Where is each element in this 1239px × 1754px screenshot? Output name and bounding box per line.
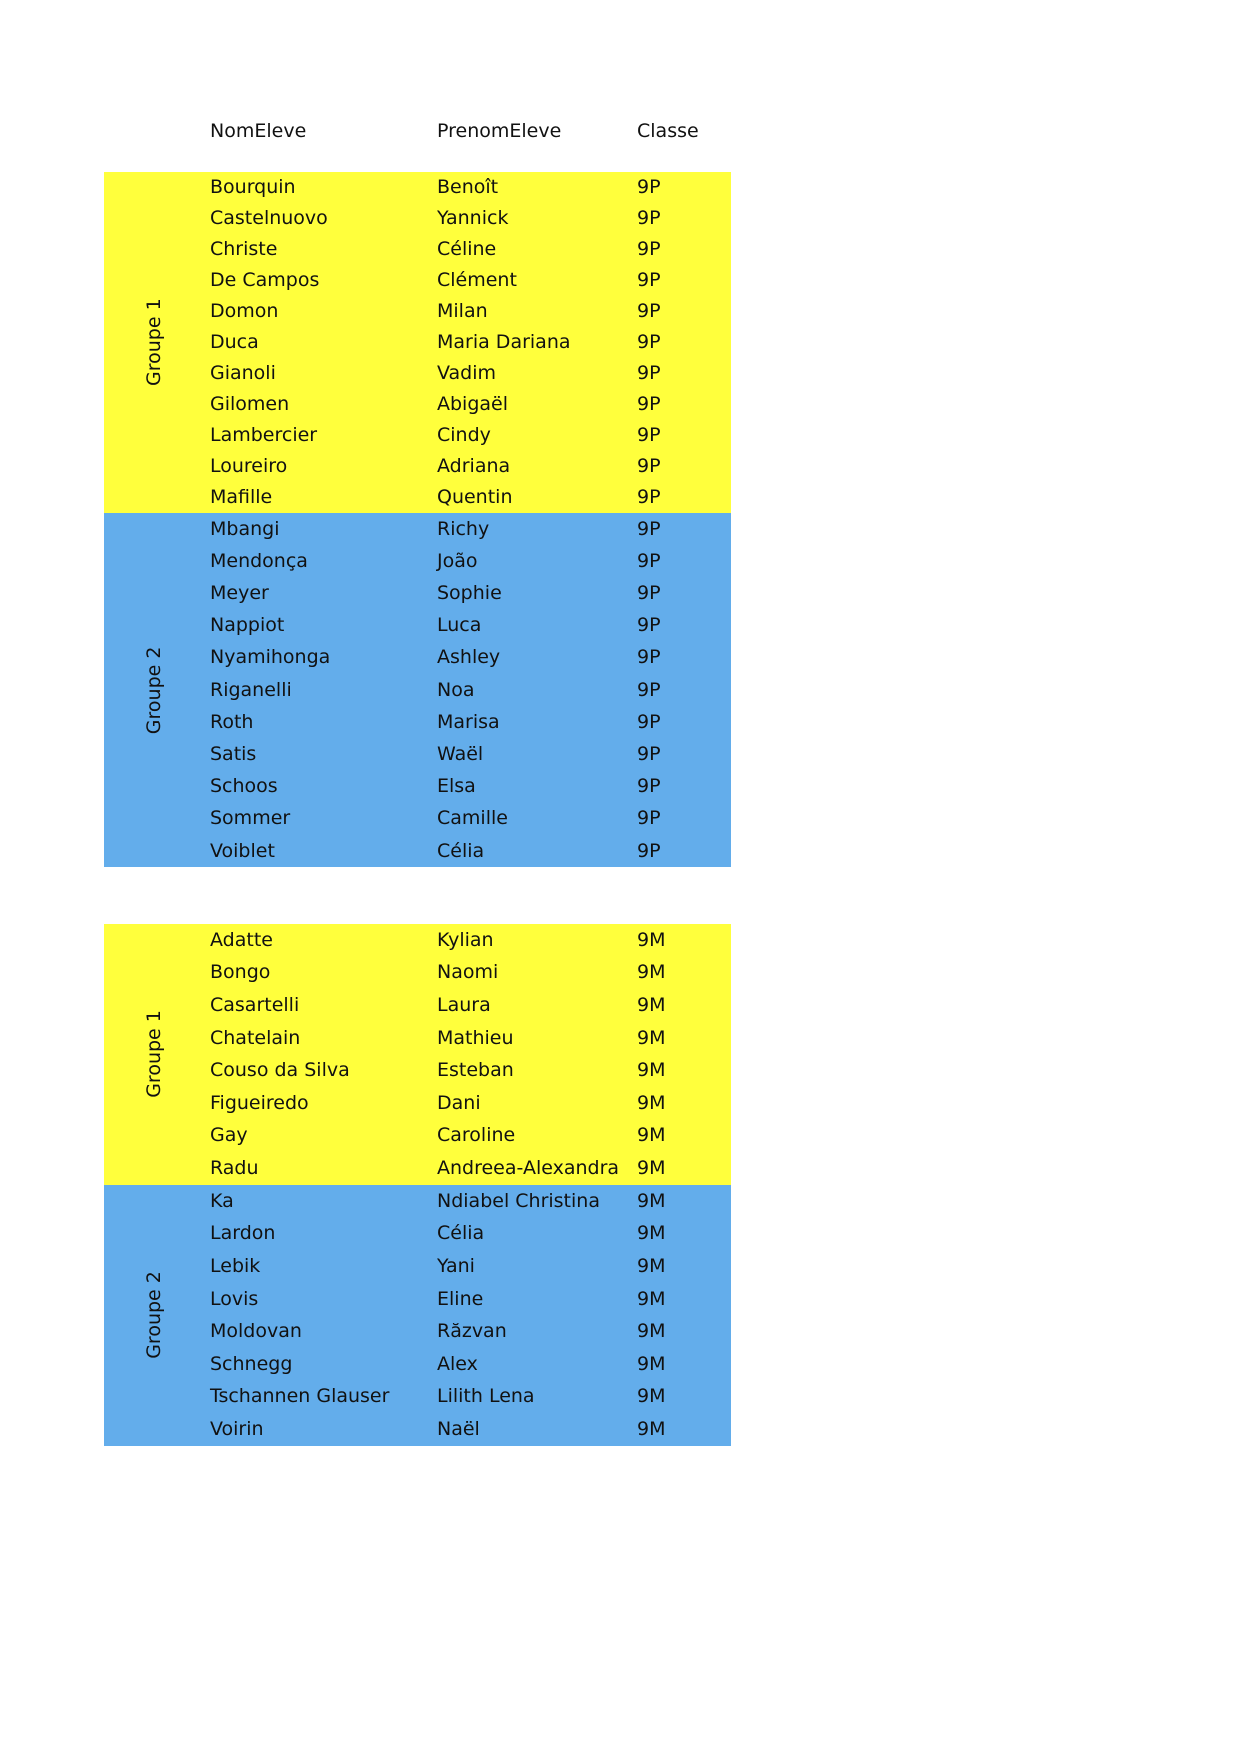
- cell-nom-eleve: Gay: [210, 1124, 248, 1147]
- cell-classe: 9M: [637, 961, 666, 984]
- cell-prenom-eleve: Céline: [437, 238, 497, 260]
- cell-nom-eleve: Couso da Silva: [210, 1059, 350, 1082]
- cell-nom-eleve: Nyamihonga: [210, 646, 331, 669]
- cell-classe: 9M: [637, 1157, 666, 1179]
- cell-prenom-eleve: Adriana: [437, 455, 511, 477]
- cell-classe: 9P: [637, 393, 661, 415]
- cell-prenom-eleve: Sophie: [437, 582, 502, 604]
- cell-prenom-eleve: Maria Dariana: [437, 331, 571, 353]
- cell-classe: 9P: [637, 710, 661, 733]
- cell-classe: 9P: [637, 362, 661, 384]
- cell-classe: 9M: [637, 1352, 666, 1375]
- header-classe: Classe: [637, 120, 699, 142]
- cell-nom-eleve: Lambercier: [210, 424, 318, 446]
- cell-classe: 9P: [637, 207, 661, 229]
- cell-prenom-eleve: Richy: [437, 517, 490, 540]
- header-prenom-eleve: PrenomEleve: [437, 120, 562, 142]
- cell-classe: 9P: [637, 775, 661, 798]
- cell-classe: 9M: [637, 1091, 666, 1114]
- cell-classe: 9P: [637, 839, 661, 862]
- cell-prenom-eleve: Yannick: [437, 207, 509, 229]
- cell-classe: 9P: [637, 517, 661, 540]
- cell-classe: 9M: [637, 1222, 666, 1245]
- cell-prenom-eleve: Alex: [437, 1352, 478, 1375]
- cell-classe: 9P: [637, 582, 661, 604]
- cell-nom-eleve: Roth: [210, 710, 254, 733]
- cell-prenom-eleve: Laura: [437, 994, 491, 1016]
- cell-nom-eleve: Lovis: [210, 1287, 259, 1310]
- cell-prenom-eleve: Vadim: [437, 362, 497, 384]
- group-label: Groupe 2: [143, 646, 165, 734]
- cell-nom-eleve: Schoos: [210, 775, 278, 798]
- cell-nom-eleve: Tschannen Glauser: [210, 1385, 390, 1408]
- cell-prenom-eleve: Naomi: [437, 961, 499, 984]
- cell-classe: 9P: [637, 807, 661, 830]
- cell-nom-eleve: De Campos: [210, 269, 320, 291]
- cell-nom-eleve: Lebik: [210, 1255, 261, 1277]
- group-label: Groupe 1: [143, 298, 165, 387]
- cell-nom-eleve: Domon: [210, 300, 279, 322]
- cell-prenom-eleve: Clément: [437, 269, 517, 291]
- cell-classe: 9M: [637, 1320, 666, 1343]
- cell-nom-eleve: Satis: [210, 743, 257, 765]
- cell-nom-eleve: Christe: [210, 238, 278, 260]
- cell-nom-eleve: Casartelli: [210, 994, 300, 1016]
- cell-nom-eleve: Moldovan: [210, 1320, 302, 1343]
- cell-prenom-eleve: Elsa: [437, 775, 476, 798]
- cell-nom-eleve: Figueiredo: [210, 1091, 309, 1114]
- cell-prenom-eleve: Eline: [437, 1287, 484, 1310]
- cell-classe: 9M: [637, 1418, 666, 1440]
- cell-nom-eleve: Bourquin: [210, 176, 296, 198]
- cell-classe: 9P: [637, 614, 661, 637]
- group-label: Groupe 2: [143, 1271, 165, 1360]
- cell-nom-eleve: Nappiot: [210, 614, 285, 637]
- cell-classe: 9M: [637, 1385, 666, 1408]
- cell-nom-eleve: Voirin: [210, 1418, 264, 1440]
- cell-classe: 9P: [637, 176, 661, 198]
- cell-classe: 9P: [637, 331, 661, 353]
- cell-prenom-eleve: Benoît: [437, 176, 499, 198]
- cell-nom-eleve: Loureiro: [210, 455, 288, 477]
- cell-prenom-eleve: João: [437, 549, 478, 572]
- cell-prenom-eleve: Noa: [437, 678, 475, 701]
- cell-classe: 9P: [637, 549, 661, 572]
- cell-nom-eleve: Gianoli: [210, 362, 276, 384]
- cell-nom-eleve: Castelnuovo: [210, 207, 328, 229]
- cell-prenom-eleve: Quentin: [437, 486, 513, 508]
- cell-nom-eleve: Mafille: [210, 486, 273, 508]
- cell-prenom-eleve: Andreea-Alexandra: [437, 1157, 620, 1179]
- cell-classe: 9M: [637, 1255, 666, 1277]
- cell-classe: 9P: [637, 238, 661, 260]
- cell-classe: 9M: [637, 1059, 666, 1082]
- cell-nom-eleve: Sommer: [210, 807, 291, 830]
- cell-prenom-eleve: Camille: [437, 807, 508, 830]
- cell-prenom-eleve: Răzvan: [437, 1320, 507, 1343]
- cell-classe: 9M: [637, 994, 666, 1016]
- cell-classe: 9M: [637, 1026, 666, 1049]
- cell-nom-eleve: Gilomen: [210, 393, 290, 415]
- group-label: Groupe 1: [143, 1010, 165, 1099]
- cell-nom-eleve: Lardon: [210, 1222, 276, 1245]
- cell-nom-eleve: Ka: [210, 1189, 234, 1212]
- cell-prenom-eleve: Lilith Lena: [437, 1385, 535, 1408]
- cell-classe: 9P: [637, 424, 661, 446]
- cell-classe: 9P: [637, 269, 661, 291]
- cell-classe: 9P: [637, 743, 661, 765]
- cell-classe: 9M: [637, 928, 666, 951]
- cell-classe: 9P: [637, 300, 661, 322]
- cell-classe: 9P: [637, 678, 661, 701]
- cell-nom-eleve: Mbangi: [210, 517, 280, 540]
- cell-prenom-eleve: Naël: [437, 1418, 480, 1440]
- cell-prenom-eleve: Yani: [437, 1255, 475, 1277]
- cell-prenom-eleve: Mathieu: [437, 1026, 514, 1049]
- cell-prenom-eleve: Abigaël: [437, 393, 509, 415]
- cell-prenom-eleve: Célia: [437, 839, 485, 862]
- cell-nom-eleve: Meyer: [210, 582, 269, 604]
- cell-classe: 9M: [637, 1287, 666, 1310]
- cell-nom-eleve: Mendonça: [210, 549, 308, 572]
- cell-classe: 9M: [637, 1124, 666, 1147]
- cell-nom-eleve: Radu: [210, 1157, 259, 1179]
- cell-classe: 9P: [637, 646, 661, 669]
- cell-nom-eleve: Bongo: [210, 961, 271, 984]
- cell-prenom-eleve: Caroline: [437, 1124, 516, 1147]
- cell-prenom-eleve: Ndiabel Christina: [437, 1189, 600, 1212]
- cell-classe: 9M: [637, 1189, 666, 1212]
- cell-nom-eleve: Schnegg: [210, 1352, 293, 1375]
- cell-prenom-eleve: Cindy: [437, 424, 491, 446]
- header-nom-eleve: NomEleve: [210, 120, 307, 142]
- cell-prenom-eleve: Waël: [437, 743, 484, 765]
- cell-classe: 9P: [637, 455, 661, 477]
- cell-nom-eleve: Voiblet: [210, 839, 275, 862]
- cell-nom-eleve: Adatte: [210, 928, 273, 951]
- cell-prenom-eleve: Kylian: [437, 928, 494, 951]
- cell-prenom-eleve: Milan: [437, 300, 488, 322]
- cell-prenom-eleve: Dani: [437, 1091, 481, 1114]
- cell-nom-eleve: Riganelli: [210, 678, 292, 701]
- cell-prenom-eleve: Luca: [437, 614, 482, 637]
- cell-prenom-eleve: Esteban: [437, 1059, 514, 1082]
- cell-nom-eleve: Duca: [210, 331, 259, 353]
- cell-nom-eleve: Chatelain: [210, 1026, 301, 1049]
- cell-prenom-eleve: Célia: [437, 1222, 485, 1245]
- cell-prenom-eleve: Ashley: [437, 646, 501, 669]
- cell-classe: 9P: [637, 486, 661, 508]
- cell-prenom-eleve: Marisa: [437, 710, 500, 733]
